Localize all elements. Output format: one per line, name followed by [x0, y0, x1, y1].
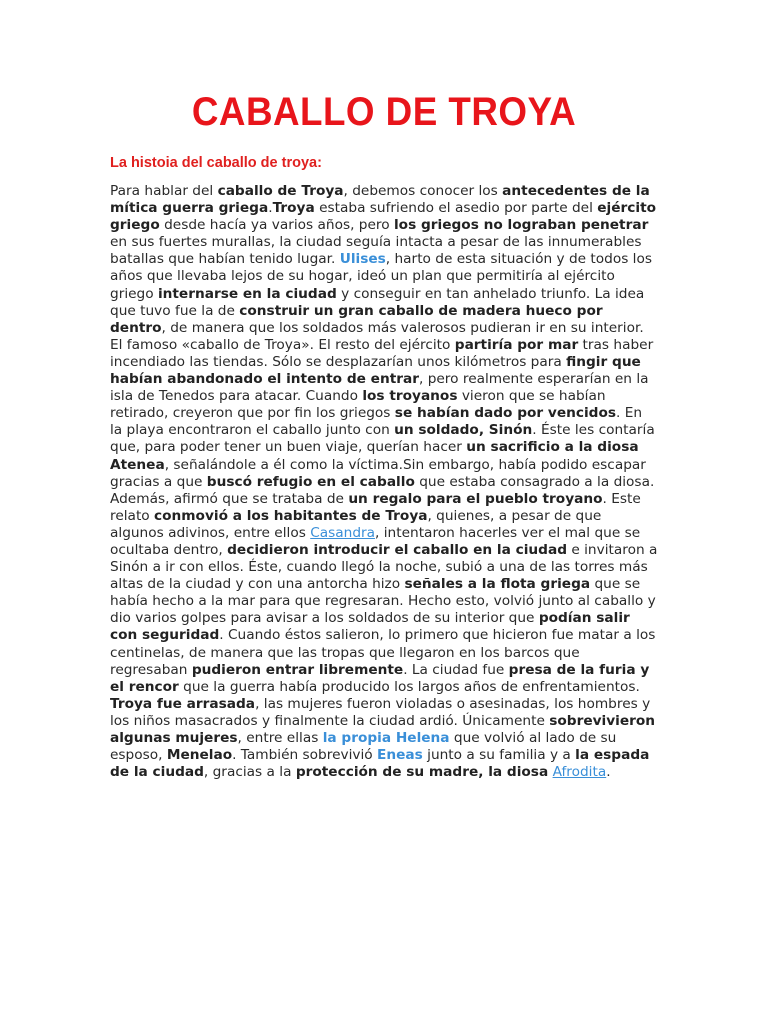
body-text: , las mujeres fueron violadas o asesinadas, los hombres y los niños masacrados y finalmente la ciudad ardió. Únicamente [110, 695, 651, 729]
body-text: que la guerra había producido los largos años de enfrentamientos. [178, 678, 640, 695]
body-text: , intentaron hacerles ver el mal que se ocultaba dentro, [110, 524, 641, 558]
body-text: que estaba consagrado a la diosa. Además, afirmó que se trataba de [110, 473, 655, 507]
body-text: , harto de esta situación y de todos los años que llevaba lejos de su hogar, ideó un plan que permitiría al ejército griego [110, 251, 652, 302]
body-text: e invitaron a Sinón a ir con ellos. Éste, cuando llegó la noche, subió a una de las torres más altas de la ciudad y con una antorcha hizo [110, 541, 658, 593]
bold-phrase: decidieron introducir el caballo en la ciudad [227, 541, 567, 558]
bold-phrase: pudieron entrar libremente [191, 661, 404, 678]
body-text: , quienes, a pesar de que algunos adivinos, entre ellos [110, 507, 602, 541]
body-text: y conseguir en tan anhelado triunfo. La idea que tuvo fue la de [110, 285, 645, 319]
bold-phrase: un sacrificio a la diosa Atenea [110, 439, 639, 473]
bold-phrase: antecedentes de la mítica guerra griega [110, 183, 650, 217]
bold-phrase: caballo de Troya [217, 183, 344, 199]
body-text: . Éste les contaría que, para poder tener un buen viaje, querían hacer [110, 422, 655, 456]
body-text: . [268, 200, 273, 217]
body-text: , gracias a la [203, 764, 296, 781]
bold-phrase: un soldado, Sinón [394, 422, 533, 439]
bold-phrase: Menelao [166, 747, 233, 764]
body-text: . Cuando éstos salieron, lo primero que hicieron fue matar a los centinelas, de manera que las tropas que llegaron en los barcos que regresaban [110, 627, 656, 678]
highlighted-name: la propia Helena [322, 730, 450, 746]
body-text: , entre ellas [237, 730, 323, 746]
body-text: tras haber incendiado las tiendas. Sólo se desplazarían unos kilómetros para [110, 336, 654, 370]
body-text: estaba sufriendo el asedio por parte del [314, 200, 598, 217]
bold-phrase: los troyanos [362, 388, 458, 405]
document-title: CABALLO DE TROYA [191, 90, 577, 134]
body-text: . [606, 764, 611, 781]
bold-phrase: Troya [272, 200, 315, 217]
bold-phrase: podían salir con seguridad [110, 610, 630, 644]
bold-phrase: conmovió a los habitantes de Troya [154, 507, 428, 524]
bold-phrase: sobrevivieron algunas mujeres [110, 712, 656, 746]
name-link[interactable]: Afrodita [552, 764, 607, 781]
bold-phrase: fingir que habían abandonado el intento de entrar [110, 353, 641, 388]
bold-phrase: Troya fue arrasada [110, 695, 256, 712]
body-text: , señalándole a él como la víctima.Sin embargo, había podido escapar gracias a que [110, 456, 646, 490]
body-text: . También sobrevivió [232, 747, 378, 764]
highlighted-name: Eneas [377, 747, 423, 764]
body-text: vieron que se habían retirado, creyeron que por fin los griegos [110, 388, 606, 422]
body-text: que se había hecho a la mar para que regresaran. Hecho esto, volvió junto al caballo y dio varios golpes para avisar a los soldados de su interior que [110, 576, 656, 627]
bold-phrase: se habían dado por vencidos [394, 405, 617, 422]
body-text: , debemos conocer los [343, 183, 503, 199]
bold-phrase: señales a la flota griega [404, 576, 591, 593]
body-text: , de manera que los soldados más valerosos pudieran ir en su interior. El famoso «caballo de Troya». El resto del ejército [110, 319, 644, 353]
body-text: . Este relato [110, 490, 641, 524]
bold-phrase: construir un gran caballo de madera hueco por dentro [110, 302, 603, 336]
highlighted-name: Ulises [339, 251, 386, 268]
body-text: junto a su familia y a [422, 747, 576, 764]
bold-phrase: presa de la furia y el rencor [110, 661, 650, 695]
bold-phrase: un regalo para el pueblo troyano [348, 490, 603, 507]
body-text: . En la playa encontraron el caballo junto con [110, 405, 643, 439]
document-body [110, 183, 658, 781]
bold-phrase: la espada de la ciudad [110, 747, 650, 781]
bold-phrase: ejército griego [110, 200, 657, 234]
name-link[interactable]: Casandra [310, 524, 376, 541]
document-subtitle: La histoia del caballo de troya: [110, 155, 322, 171]
body-text: en sus fuertes murallas, la ciudad seguía intacta a pesar de las innumerables batallas que habían tenido lugar. [110, 234, 642, 268]
bold-phrase: buscó refugio en el caballo [206, 473, 415, 490]
bold-phrase: partiría por mar [454, 336, 579, 353]
body-text: que volvió al lado de su esposo, [110, 730, 617, 764]
body-text: desde hacía ya varios años, pero [159, 217, 394, 234]
bold-phrase: internarse en la ciudad [157, 285, 337, 302]
body-text: . La ciudad fue [403, 661, 509, 678]
bold-phrase: los griegos no lograban penetrar [393, 217, 649, 234]
bold-phrase: protección de su madre, la diosa [295, 764, 549, 781]
body-text: Para hablar del [110, 183, 218, 199]
body-text: , pero realmente esperarían en la isla de Tenedos para atacar. Cuando [110, 371, 649, 405]
